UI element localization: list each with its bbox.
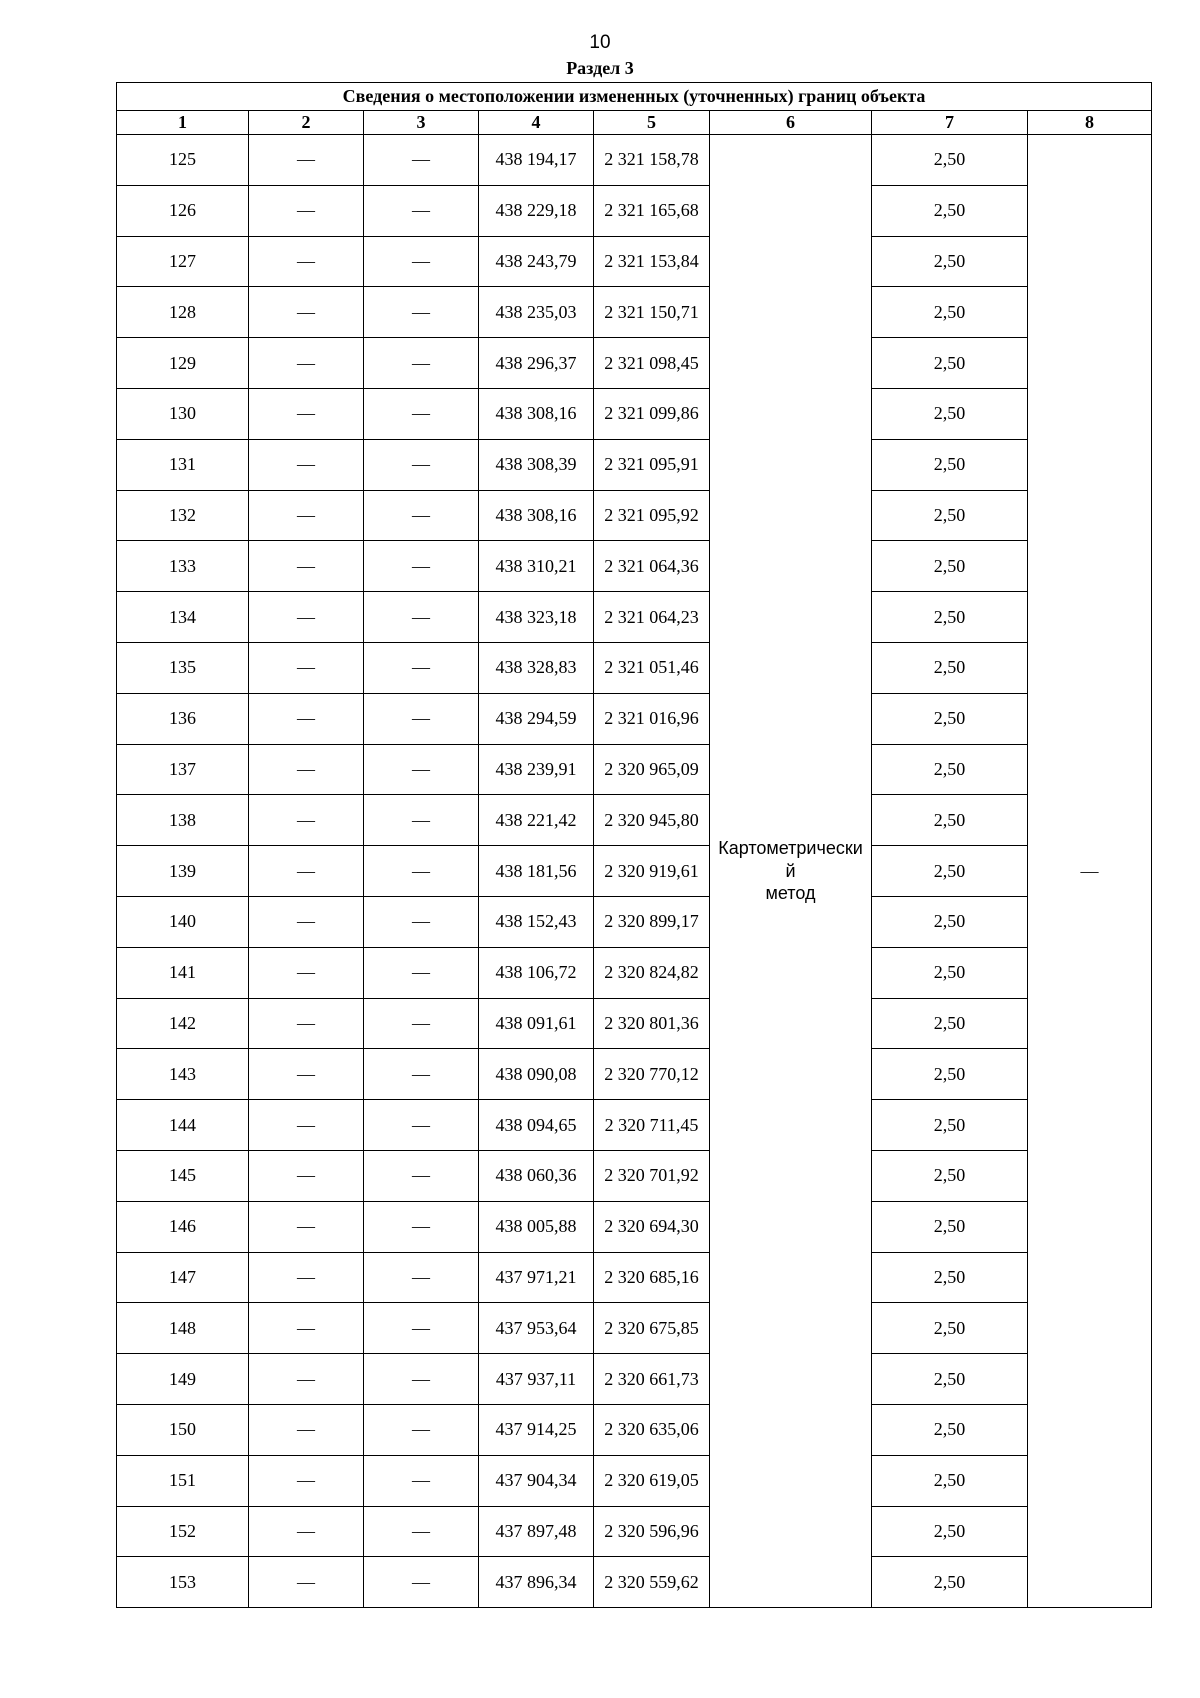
- accuracy-cell: 2,50: [872, 642, 1028, 693]
- table-row: [117, 1201, 1152, 1252]
- coordinate-y-cell: 2 320 559,62: [594, 1557, 710, 1608]
- point-number-cell: 136: [117, 693, 249, 744]
- coordinate-y-cell: 2 320 801,36: [594, 998, 710, 1049]
- section-title: Раздел 3: [566, 58, 634, 78]
- point-number-cell: 146: [117, 1201, 249, 1252]
- point-number-cell: 130: [117, 388, 249, 439]
- point-number-cell: 142: [117, 998, 249, 1049]
- coordinate-y-cell: 2 320 899,17: [594, 896, 710, 947]
- column-2-cell: —: [249, 338, 364, 389]
- column-2-cell: —: [249, 1252, 364, 1303]
- accuracy-cell: 2,50: [872, 592, 1028, 643]
- column-number-6: 6: [710, 111, 872, 135]
- table-row: [117, 744, 1152, 795]
- coordinate-x-cell: 438 229,18: [479, 185, 594, 236]
- point-number-cell: 126: [117, 185, 249, 236]
- coordinate-y-cell: 2 320 685,16: [594, 1252, 710, 1303]
- table-row: [117, 287, 1152, 338]
- column-2-cell: —: [249, 439, 364, 490]
- point-number-cell: 129: [117, 338, 249, 389]
- coordinate-y-cell: 2 320 675,85: [594, 1303, 710, 1354]
- column-2-cell: —: [249, 236, 364, 287]
- column-3-cell: —: [364, 998, 479, 1049]
- point-number-cell: 128: [117, 287, 249, 338]
- coordinate-y-cell: 2 320 694,30: [594, 1201, 710, 1252]
- coordinates-table: [116, 82, 1152, 1608]
- coordinate-y-cell: 2 321 098,45: [594, 338, 710, 389]
- coordinate-y-cell: 2 321 150,71: [594, 287, 710, 338]
- coordinate-y-cell: 2 320 770,12: [594, 1049, 710, 1100]
- column-2-cell: —: [249, 135, 364, 186]
- column-2-cell: —: [249, 592, 364, 643]
- table-row: [117, 1252, 1152, 1303]
- column-2-cell: —: [249, 1201, 364, 1252]
- coordinate-x-cell: 438 106,72: [479, 947, 594, 998]
- coordinate-y-cell: 2 321 051,46: [594, 642, 710, 693]
- coordinate-x-cell: 438 091,61: [479, 998, 594, 1049]
- column-2-cell: —: [249, 1455, 364, 1506]
- table-row: [117, 642, 1152, 693]
- point-number-cell: 140: [117, 896, 249, 947]
- column-2-cell: —: [249, 185, 364, 236]
- table-row: [117, 388, 1152, 439]
- column-number-4: 4: [479, 111, 594, 135]
- column-3-cell: —: [364, 338, 479, 389]
- coordinate-y-cell: 2 321 016,96: [594, 693, 710, 744]
- coordinate-x-cell: 437 897,48: [479, 1506, 594, 1557]
- point-number-cell: 153: [117, 1557, 249, 1608]
- method-cell: [710, 135, 872, 1608]
- column-2-cell: —: [249, 642, 364, 693]
- column-3-cell: —: [364, 642, 479, 693]
- coordinate-x-cell: 438 060,36: [479, 1150, 594, 1201]
- table-row: [117, 1404, 1152, 1455]
- table-row: [117, 1303, 1152, 1354]
- column-2-cell: —: [249, 795, 364, 846]
- column-3-cell: —: [364, 744, 479, 795]
- column-2-cell: —: [249, 388, 364, 439]
- column-2-cell: —: [249, 1557, 364, 1608]
- coordinate-x-cell: 438 235,03: [479, 287, 594, 338]
- coordinate-y-cell: 2 320 596,96: [594, 1506, 710, 1557]
- column-3-cell: —: [364, 693, 479, 744]
- coordinate-y-cell: 2 321 153,84: [594, 236, 710, 287]
- coordinate-y-cell: 2 320 824,82: [594, 947, 710, 998]
- point-number-cell: 134: [117, 592, 249, 643]
- column-2-cell: —: [249, 1506, 364, 1557]
- point-number-cell: 132: [117, 490, 249, 541]
- accuracy-cell: 2,50: [872, 1455, 1028, 1506]
- coordinate-x-cell: 438 323,18: [479, 592, 594, 643]
- accuracy-cell: 2,50: [872, 1404, 1028, 1455]
- coordinate-x-cell: 438 194,17: [479, 135, 594, 186]
- table-row: [117, 693, 1152, 744]
- coordinate-x-cell: 438 152,43: [479, 896, 594, 947]
- point-number-cell: 141: [117, 947, 249, 998]
- point-number-cell: 133: [117, 541, 249, 592]
- accuracy-cell: 2,50: [872, 135, 1028, 186]
- column-8-cell: —: [1028, 135, 1152, 1608]
- table-row: [117, 541, 1152, 592]
- column-3-cell: —: [364, 388, 479, 439]
- table-row: [117, 896, 1152, 947]
- column-3-cell: —: [364, 541, 479, 592]
- coordinate-x-cell: 438 005,88: [479, 1201, 594, 1252]
- column-3-cell: —: [364, 592, 479, 643]
- column-2-cell: —: [249, 1404, 364, 1455]
- column-2-cell: —: [249, 490, 364, 541]
- table-row: [117, 1506, 1152, 1557]
- column-3-cell: —: [364, 947, 479, 998]
- accuracy-cell: 2,50: [872, 744, 1028, 795]
- coordinate-y-cell: 2 320 619,05: [594, 1455, 710, 1506]
- point-number-cell: 127: [117, 236, 249, 287]
- column-3-cell: —: [364, 236, 479, 287]
- column-2-cell: —: [249, 896, 364, 947]
- accuracy-cell: 2,50: [872, 693, 1028, 744]
- point-number-cell: 147: [117, 1252, 249, 1303]
- column-3-cell: —: [364, 490, 479, 541]
- table-row: [117, 795, 1152, 846]
- accuracy-cell: 2,50: [872, 490, 1028, 541]
- accuracy-cell: 2,50: [872, 1506, 1028, 1557]
- point-number-cell: 144: [117, 1100, 249, 1151]
- table-row: [117, 1100, 1152, 1151]
- column-3-cell: —: [364, 846, 479, 897]
- table-row: [117, 490, 1152, 541]
- accuracy-cell: 2,50: [872, 1201, 1028, 1252]
- column-2-cell: —: [249, 1049, 364, 1100]
- coordinate-x-cell: 438 090,08: [479, 1049, 594, 1100]
- coordinate-y-cell: 2 321 095,92: [594, 490, 710, 541]
- accuracy-cell: 2,50: [872, 1100, 1028, 1151]
- accuracy-cell: 2,50: [872, 287, 1028, 338]
- table-row: [117, 439, 1152, 490]
- column-3-cell: —: [364, 1049, 479, 1100]
- coordinate-x-cell: 437 904,34: [479, 1455, 594, 1506]
- table-body: [117, 135, 1152, 1608]
- point-number-cell: 150: [117, 1404, 249, 1455]
- accuracy-cell: 2,50: [872, 795, 1028, 846]
- point-number-cell: 139: [117, 846, 249, 897]
- coordinate-x-cell: 438 328,83: [479, 642, 594, 693]
- coordinate-x-cell: 438 294,59: [479, 693, 594, 744]
- accuracy-cell: 2,50: [872, 1557, 1028, 1608]
- column-3-cell: —: [364, 1252, 479, 1303]
- table-row: [117, 998, 1152, 1049]
- column-3-cell: —: [364, 1201, 479, 1252]
- column-3-cell: —: [364, 185, 479, 236]
- table-row: [117, 236, 1152, 287]
- table-row: [117, 338, 1152, 389]
- accuracy-cell: 2,50: [872, 338, 1028, 389]
- point-number-cell: 145: [117, 1150, 249, 1201]
- column-3-cell: —: [364, 1404, 479, 1455]
- column-number-7: 7: [872, 111, 1028, 135]
- coordinate-y-cell: 2 320 945,80: [594, 795, 710, 846]
- column-number-3: 3: [364, 111, 479, 135]
- column-2-cell: —: [249, 1150, 364, 1201]
- column-number-1: 1: [117, 111, 249, 135]
- accuracy-cell: 2,50: [872, 998, 1028, 1049]
- table-heading: Сведения о местоположении измененных (уточненных) границ объекта: [117, 83, 1152, 111]
- coordinate-x-cell: 438 308,16: [479, 388, 594, 439]
- column-number-2: 2: [249, 111, 364, 135]
- coordinate-x-cell: 438 094,65: [479, 1100, 594, 1151]
- point-number-cell: 131: [117, 439, 249, 490]
- column-3-cell: —: [364, 1557, 479, 1608]
- coordinate-y-cell: 2 320 965,09: [594, 744, 710, 795]
- coordinate-x-cell: 437 914,25: [479, 1404, 594, 1455]
- point-number-cell: 152: [117, 1506, 249, 1557]
- coordinate-x-cell: 438 243,79: [479, 236, 594, 287]
- accuracy-cell: 2,50: [872, 1354, 1028, 1405]
- coordinate-x-cell: 438 308,39: [479, 439, 594, 490]
- accuracy-cell: 2,50: [872, 1049, 1028, 1100]
- point-number-cell: 148: [117, 1303, 249, 1354]
- column-3-cell: —: [364, 1354, 479, 1405]
- column-3-cell: —: [364, 896, 479, 947]
- point-number-cell: 143: [117, 1049, 249, 1100]
- accuracy-cell: 2,50: [872, 185, 1028, 236]
- coordinate-x-cell: 437 953,64: [479, 1303, 594, 1354]
- table-row: [117, 592, 1152, 643]
- table-row: [117, 1557, 1152, 1608]
- coordinate-x-cell: 438 221,42: [479, 795, 594, 846]
- accuracy-cell: 2,50: [872, 541, 1028, 592]
- accuracy-cell: 2,50: [872, 236, 1028, 287]
- column-2-cell: —: [249, 1100, 364, 1151]
- coordinate-x-cell: 438 310,21: [479, 541, 594, 592]
- coordinate-y-cell: 2 321 064,36: [594, 541, 710, 592]
- table-row: [117, 846, 1152, 897]
- coordinate-y-cell: 2 321 095,91: [594, 439, 710, 490]
- accuracy-cell: 2,50: [872, 1252, 1028, 1303]
- accuracy-cell: 2,50: [872, 388, 1028, 439]
- point-number-cell: 138: [117, 795, 249, 846]
- table-row: [117, 1455, 1152, 1506]
- column-number-8: 8: [1028, 111, 1152, 135]
- coordinate-y-cell: 2 321 099,86: [594, 388, 710, 439]
- method-text-line: метод: [765, 883, 816, 904]
- coordinate-x-cell: 438 308,16: [479, 490, 594, 541]
- column-number-row: [117, 111, 1152, 135]
- coordinate-y-cell: 2 320 661,73: [594, 1354, 710, 1405]
- column-2-cell: —: [249, 947, 364, 998]
- coordinate-y-cell: 2 321 165,68: [594, 185, 710, 236]
- column-2-cell: —: [249, 693, 364, 744]
- table-row: [117, 1150, 1152, 1201]
- column-2-cell: —: [249, 998, 364, 1049]
- accuracy-cell: 2,50: [872, 439, 1028, 490]
- table-row: [117, 185, 1152, 236]
- column-3-cell: —: [364, 795, 479, 846]
- table-row: [117, 135, 1152, 186]
- coordinate-y-cell: 2 320 635,06: [594, 1404, 710, 1455]
- point-number-cell: 149: [117, 1354, 249, 1405]
- column-3-cell: —: [364, 1150, 479, 1201]
- column-2-cell: —: [249, 541, 364, 592]
- column-3-cell: —: [364, 1455, 479, 1506]
- accuracy-cell: 2,50: [872, 1150, 1028, 1201]
- column-3-cell: —: [364, 1506, 479, 1557]
- coordinate-x-cell: 438 239,91: [479, 744, 594, 795]
- table-row: [117, 1354, 1152, 1405]
- column-3-cell: —: [364, 1303, 479, 1354]
- coordinate-y-cell: 2 320 701,92: [594, 1150, 710, 1201]
- coordinate-y-cell: 2 320 919,61: [594, 846, 710, 897]
- column-3-cell: —: [364, 287, 479, 338]
- accuracy-cell: 2,50: [872, 947, 1028, 998]
- coordinate-x-cell: 437 896,34: [479, 1557, 594, 1608]
- method-text-line: й: [785, 860, 796, 881]
- point-number-cell: 137: [117, 744, 249, 795]
- accuracy-cell: 2,50: [872, 1303, 1028, 1354]
- column-2-cell: —: [249, 1303, 364, 1354]
- accuracy-cell: 2,50: [872, 846, 1028, 897]
- column-3-cell: —: [364, 439, 479, 490]
- column-2-cell: —: [249, 744, 364, 795]
- coordinate-x-cell: 438 181,56: [479, 846, 594, 897]
- column-number-5: 5: [594, 111, 710, 135]
- table-row: [117, 947, 1152, 998]
- point-number-cell: 135: [117, 642, 249, 693]
- coordinate-x-cell: 438 296,37: [479, 338, 594, 389]
- page-number: 10: [589, 32, 611, 53]
- method-text-line: Картометрически: [718, 838, 863, 859]
- column-3-cell: —: [364, 1100, 479, 1151]
- point-number-cell: 151: [117, 1455, 249, 1506]
- coordinate-x-cell: 437 971,21: [479, 1252, 594, 1303]
- coordinate-y-cell: 2 320 711,45: [594, 1100, 710, 1151]
- column-2-cell: —: [249, 846, 364, 897]
- coordinate-y-cell: 2 321 158,78: [594, 135, 710, 186]
- table-row: [117, 1049, 1152, 1100]
- accuracy-cell: 2,50: [872, 896, 1028, 947]
- coordinate-y-cell: 2 321 064,23: [594, 592, 710, 643]
- point-number-cell: 125: [117, 135, 249, 186]
- column-2-cell: —: [249, 287, 364, 338]
- coordinate-x-cell: 437 937,11: [479, 1354, 594, 1405]
- column-2-cell: —: [249, 1354, 364, 1405]
- column-3-cell: —: [364, 135, 479, 186]
